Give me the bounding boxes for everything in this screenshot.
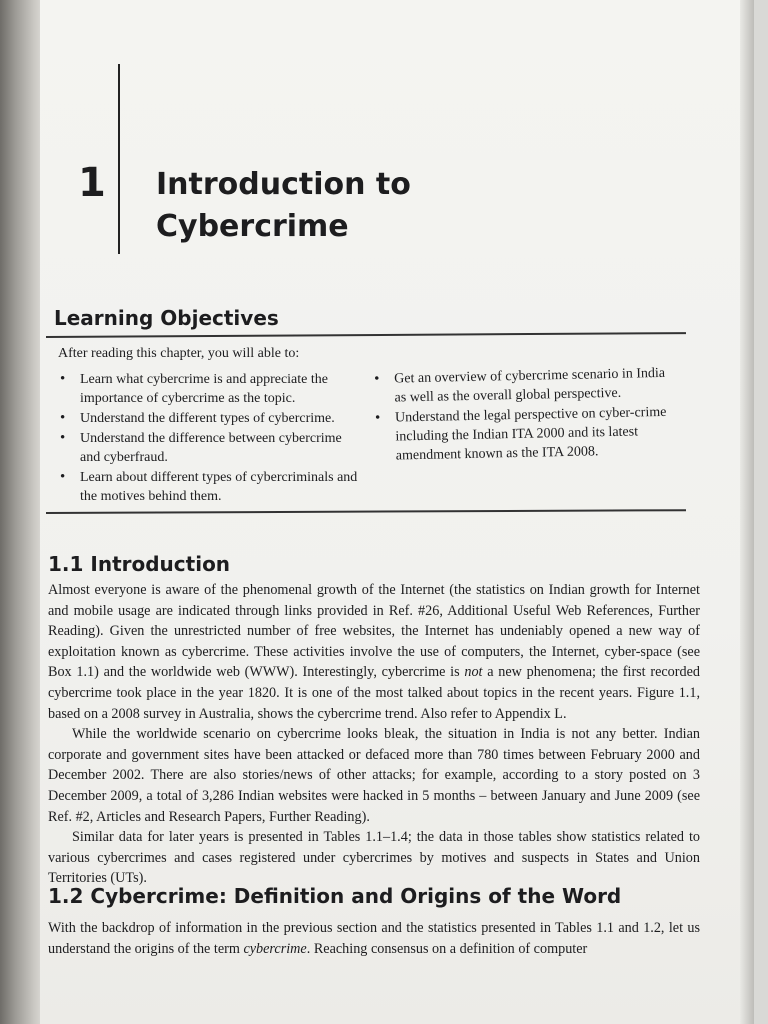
section-introduction-body (48, 580, 700, 889)
learning-objectives-left-list (58, 370, 358, 507)
objective-item: • Learn what cybercrime is and appreciate the importance of cybercrime as the topic. (58, 370, 358, 408)
objective-item: • Learn about different types of cybercriminals and the motives behind them. (58, 468, 358, 506)
emphasis-text: not (464, 664, 483, 681)
chapter-title-line-1: Introduction to (156, 167, 411, 202)
chapter-title-line-2: Cybercrime (156, 209, 349, 244)
learning-objectives-intro: After reading this chapter, you will able to: (58, 346, 300, 361)
section-heading-definition: 1.2 Cybercrime: Definition and Origins of the Word (48, 884, 622, 908)
section-heading-introduction: 1.1 Introduction (48, 552, 231, 576)
learning-objectives-heading: Learning Objectives (54, 306, 279, 330)
emphasis-text: cybercrime (243, 940, 307, 957)
paragraph-text: With the backdrop of information in the previous section and the statistics presented in Tables 1.1 and 1.2, let us understand the origins of the term (48, 920, 700, 957)
paragraph: Similar data for later years is presented in Tables 1.1–1.4; the data in those tables show statistics related to various cybercrimes and cases registered under cybercrimes by motives and suspects in States and Union Territories (UTs). (48, 829, 700, 887)
learning-objectives-right-list (372, 364, 678, 467)
page-edge (740, 0, 754, 1024)
paragraph-text: Almost everyone is aware of the phenomenal growth of the Internet (the statistics on Indian growth for Internet and mobile usage are indicated through links provided in Ref. #26, Additional Useful Web References, Further Reading). Given the unrestricted number of free websites, the Internet has undeniably opened a new way of exploitation known as cybercrime. These activities involve the use of computers, the Internet, cyber-space (see Box 1.1) and the worldwide web (WWW). Interestingly, cybercrime is (48, 582, 700, 681)
paragraph (48, 580, 700, 724)
objective-item: • Understand the legal perspective on cyber-crime including the Indian ITA 2000 and its latest amendment known as the ITA 2008. (373, 403, 678, 466)
chapter-divider-rule (118, 64, 120, 254)
paragraph (48, 918, 700, 959)
paragraph-text: . Reaching consensus on a definition of computer (306, 940, 588, 957)
section-definition-body (48, 918, 700, 959)
paragraph-text: a new phenomena; the first recorded cybercrime took place in the year 1820. It is one of the most talked about topics in the recent years. Figure 1.1, based on a 2008 survey in Australia, shows the cybercrime trend. Also refer to Appendix L. (48, 664, 700, 722)
objective-item: • Understand the different types of cybercrime. (58, 409, 358, 428)
chapter-title (156, 164, 411, 248)
paragraph: While the worldwide scenario on cybercrime looks bleak, the situation in India is not any better. Indian corporate and government sites have been attacked or defaced more than 780 times between February 2000 and December 2002. There are also stories/news of other attacks; for example, according to a story posted on 3 December 2009, a total of 3,286 Indian websites were hacked in 5 months – between January and June 2009 (see Ref. #2, Articles and Research Papers, Further Reading). (48, 726, 700, 825)
objective-item: • Get an overview of cybercrime scenario in India as well as the overall global perspective. (372, 364, 677, 408)
objective-item: • Understand the difference between cybercrime and cyberfraud. (58, 429, 358, 467)
chapter-number: 1 (78, 160, 106, 206)
